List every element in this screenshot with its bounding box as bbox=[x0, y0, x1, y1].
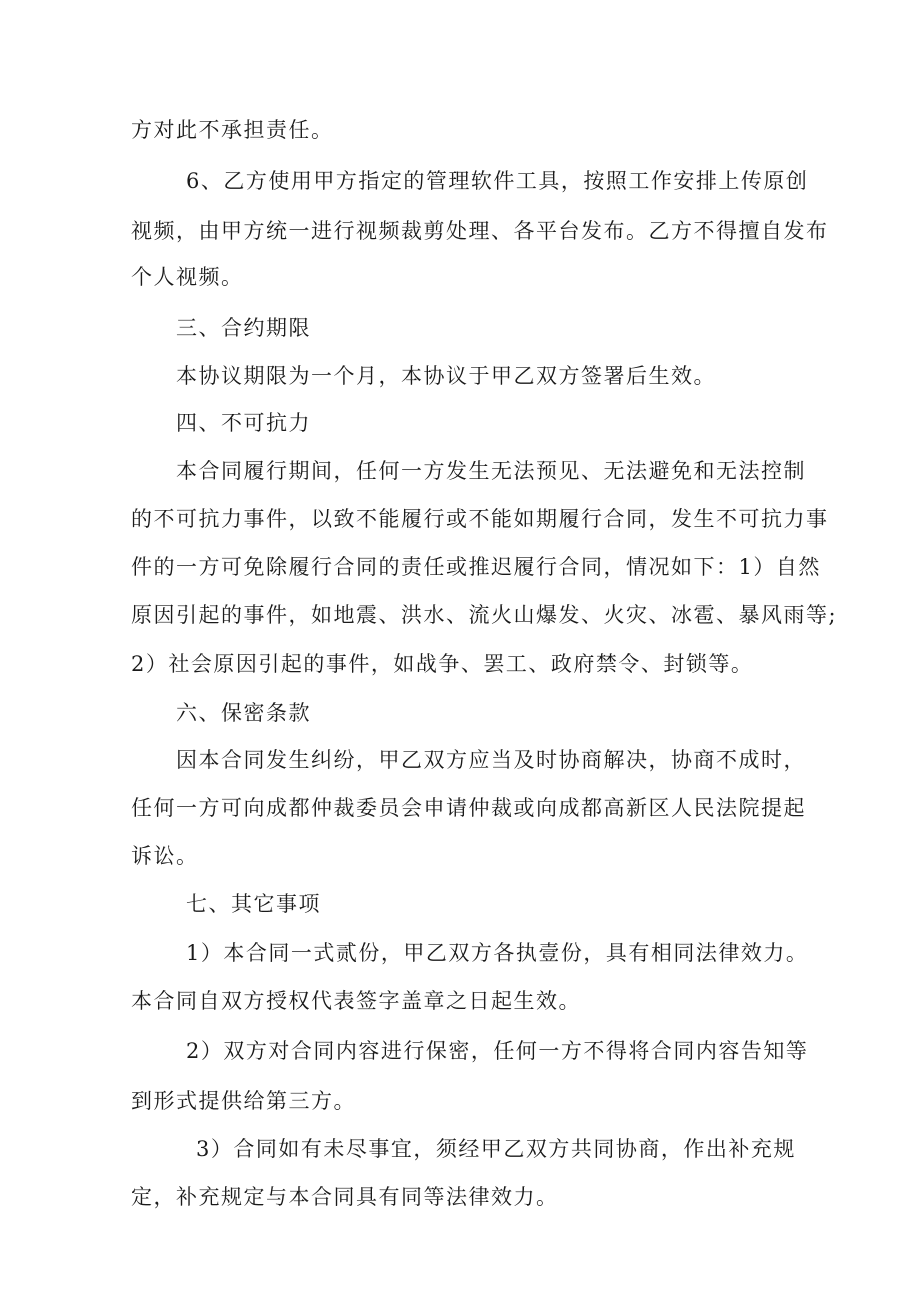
text-line: 任何一方可向成都仲裁委员会申请仲裁或向成都高新区人民法院提起 bbox=[131, 796, 806, 820]
text-line: 因本合同发生纠纷，甲乙双方应当及时协商解决，协商不成时， bbox=[176, 748, 806, 772]
text-line: 3）合同如有未尽事宜，须经甲乙双方共同协商，作出补充规 bbox=[196, 1137, 796, 1161]
section-heading: 六、保密条款 bbox=[176, 701, 311, 725]
text-line: 本合同履行期间，任何一方发生无法预见、无法避免和无法控制 bbox=[176, 459, 806, 483]
text-line: 本协议期限为一个月，本协议于甲乙双方签署后生效。 bbox=[176, 364, 716, 388]
text-line: 的不可抗力事件，以致不能履行或不能如期履行合同，发生不可抗力事 bbox=[131, 507, 829, 531]
text-line: 定，补充规定与本合同具有同等法律效力。 bbox=[131, 1185, 559, 1209]
text-line: 方对此不承担责任。 bbox=[131, 118, 334, 142]
text-line: 原因引起的事件，如地震、洪水、流火山爆发、火灾、冰雹、暴风雨等; bbox=[131, 603, 838, 627]
text-line: 1）本合同一式贰份，甲乙双方各执壹份，具有相同法律效力。 bbox=[186, 941, 809, 965]
section-heading: 三、合约期限 bbox=[176, 316, 311, 340]
section-heading: 七、其它事项 bbox=[186, 892, 321, 916]
section-heading: 四、不可抗力 bbox=[176, 411, 311, 435]
text-line: 视频，由甲方统一进行视频裁剪处理、各平台发布。乙方不得擅自发布 bbox=[131, 219, 829, 243]
text-line: 本合同自双方授权代表签字盖章之日起生效。 bbox=[131, 989, 581, 1013]
text-line: 2）社会原因引起的事件，如战争、罢工、政府禁令、封锁等。 bbox=[131, 652, 754, 676]
text-line: 到形式提供给第三方。 bbox=[131, 1089, 356, 1113]
text-line: 诉讼。 bbox=[131, 844, 199, 868]
text-line: 个人视频。 bbox=[131, 265, 244, 289]
text-line: 件的一方可免除履行合同的责任或推迟履行合同，情况如下：1）自然 bbox=[131, 555, 821, 579]
text-line: 6、乙方使用甲方指定的管理软件工具，按照工作安排上传原创 bbox=[186, 169, 809, 193]
text-line: 2）双方对合同内容进行保密，任何一方不得将合同内容告知等 bbox=[186, 1039, 809, 1063]
